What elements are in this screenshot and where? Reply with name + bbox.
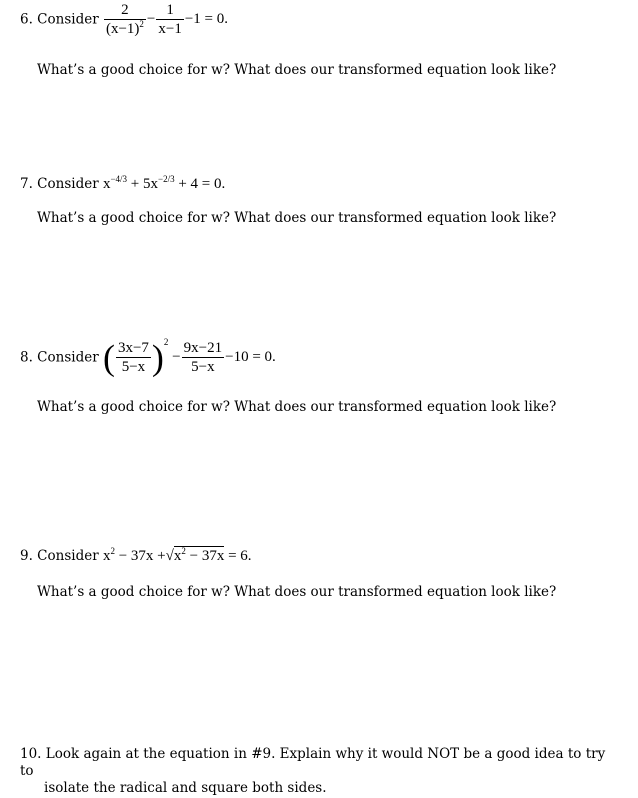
question-10-line2: isolate the radical and square both sides. [44, 780, 327, 796]
question-6-label: 6. Consider [20, 11, 99, 28]
question-8-label: 8. Consider [20, 349, 99, 366]
radical-sign-icon: √ [165, 548, 174, 564]
denominator-text: (x−1) [105, 21, 140, 37]
period: . [272, 349, 276, 365]
equation-tail: −10 = 0 [225, 349, 273, 365]
first-term: x [102, 548, 111, 564]
question-7-equation [103, 176, 225, 192]
numerator: 3x−7 [117, 340, 149, 356]
denominator: 5−x [191, 359, 215, 375]
question-9-equation [103, 548, 252, 564]
question-9-label: 9. Consider [20, 548, 99, 564]
exponent: 2 [181, 546, 186, 556]
question-10 [20, 746, 620, 797]
radical [166, 548, 225, 565]
radicand-base: x [173, 548, 182, 564]
question-6 [20, 2, 228, 37]
numerator: 1 [156, 2, 183, 20]
question-7-prompt: What’s a good choice for w? What does our transformed equation look like? [37, 210, 557, 226]
minus-sign: − [146, 11, 156, 27]
middle-term: − 37x + [118, 548, 166, 564]
question-6-prompt: What’s a good choice for w? What does our transformed equation look like? [37, 62, 557, 78]
numerator: 2 [104, 2, 146, 20]
question-8 [20, 337, 276, 378]
base-term: x [102, 176, 111, 192]
period: . [224, 11, 229, 27]
equation-tail: + 4 = 0 [178, 176, 222, 192]
exponent: 2 [163, 337, 169, 347]
radicand-rest: − 37x [189, 548, 225, 564]
exponent: −2/3 [158, 174, 175, 184]
fraction [116, 340, 151, 375]
equation-tail: = 6 [228, 548, 248, 564]
question-9 [20, 548, 252, 565]
question-8-prompt: What’s a good choice for w? What does our transformed equation look like? [37, 399, 557, 415]
question-6-equation [103, 2, 229, 37]
fraction [182, 340, 224, 375]
period: . [247, 548, 252, 564]
denominator [104, 20, 146, 37]
question-8-equation [102, 337, 276, 378]
question-7-label: 7. Consider [20, 176, 99, 192]
question-7 [20, 176, 225, 193]
exponent: 2 [139, 19, 144, 29]
period: . [221, 176, 226, 192]
left-paren: ( [102, 337, 115, 378]
minus-sign: − [172, 349, 181, 365]
question-9-prompt: What’s a good choice for w? What does our transformed equation look like? [37, 584, 557, 600]
middle-term: + 5x [130, 176, 158, 192]
numerator: 9x−21 [183, 340, 223, 356]
denominator: x−1 [158, 21, 182, 37]
equation-tail: −1 = 0 [184, 11, 225, 27]
radicand [174, 546, 224, 564]
exponent: 2 [110, 546, 115, 556]
right-paren: ) [151, 337, 164, 378]
fraction [104, 2, 146, 37]
question-10-line1: 10. Look again at the equation in #9. Explain why it would NOT be a good idea to try to [20, 746, 606, 779]
fraction [156, 2, 183, 37]
denominator: 5−x [121, 359, 146, 375]
exponent: −4/3 [110, 174, 128, 184]
